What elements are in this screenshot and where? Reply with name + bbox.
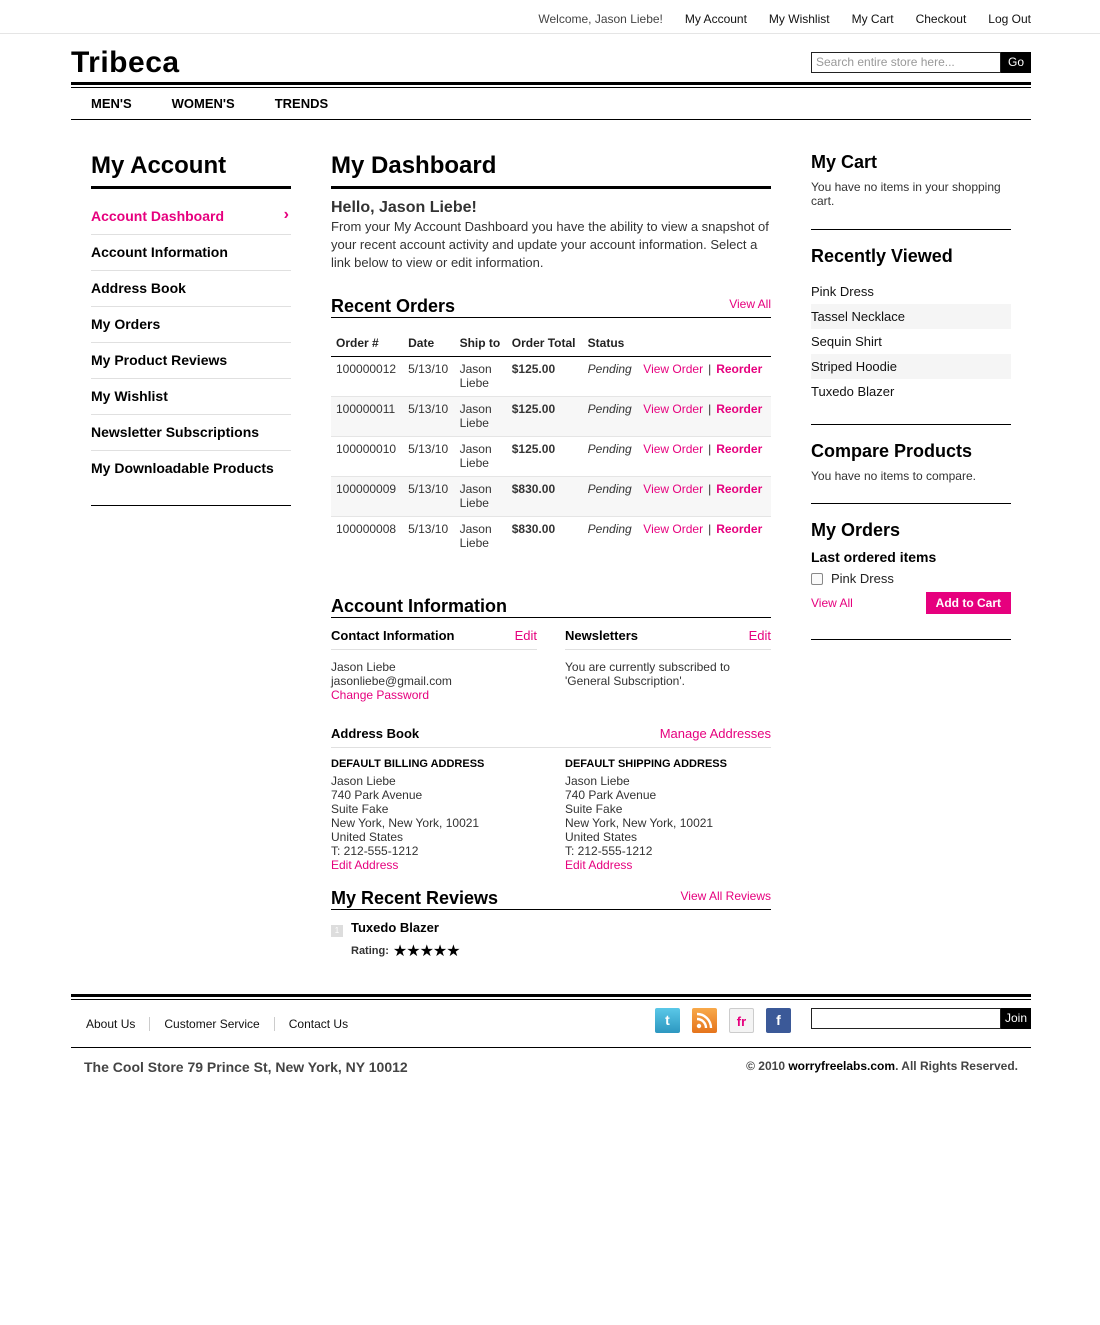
recent-orders-header — [331, 294, 771, 318]
dashboard-intro: From your My Account Dashboard you have the ability to view a snapshot of your recent account activity and update your account information. Select a link below to view or edit information. — [331, 219, 769, 270]
order-total: $125.00 — [507, 397, 583, 437]
shipping-address-lines — [565, 774, 771, 872]
social-icons — [655, 1008, 791, 1033]
join-button[interactable]: Join — [1001, 1008, 1031, 1029]
edit-newsletters-link[interactable]: Edit — [748, 628, 771, 643]
my-orders-actions — [811, 592, 1011, 639]
sidebar-item-label: Account Information — [91, 244, 228, 260]
address-line: T: 212-555-1212 — [565, 844, 653, 858]
store-address: The Cool Store 79 Prince St, New York, NY 10012 — [84, 1059, 408, 1075]
view-all-orders-link[interactable]: View All — [729, 297, 771, 311]
address-row — [331, 748, 771, 872]
recently-viewed-item[interactable]: Tuxedo Blazer — [811, 384, 895, 399]
newsletters-title: Newsletters — [565, 628, 638, 643]
reorder-link[interactable]: Reorder — [716, 522, 763, 536]
address-book-header — [331, 716, 771, 748]
mini-cart-block — [811, 152, 1011, 230]
reorder-link[interactable]: Reorder — [716, 362, 763, 376]
sidebar-item-label: Account Dashboard — [91, 208, 225, 224]
compare-products-title: Compare Products — [811, 441, 973, 461]
top-link-checkout[interactable]: Checkout — [915, 12, 967, 26]
table-header-row — [331, 328, 771, 357]
top-link-my-wishlist[interactable]: My Wishlist — [768, 12, 830, 26]
edit-shipping-address-link[interactable]: Edit Address — [565, 858, 633, 872]
recent-reviews-title: My Recent Reviews — [331, 888, 499, 908]
nav-trends[interactable]: TRENDS — [274, 96, 329, 111]
last-ordered-item — [811, 571, 1011, 586]
account-nav — [91, 199, 291, 487]
top-link-my-cart[interactable]: My Cart — [851, 12, 894, 26]
order-actions — [638, 477, 771, 517]
recently-viewed-block — [811, 246, 1011, 425]
table-row — [331, 437, 771, 477]
nav-divider — [71, 119, 1031, 120]
view-all-reviews-link[interactable]: View All Reviews — [680, 889, 771, 903]
order-status: Pending — [587, 522, 632, 536]
order-ship-to — [455, 357, 507, 397]
ship-to-last: Liebe — [459, 456, 489, 470]
sidebar-item-label: My Orders — [91, 316, 161, 332]
view-order-link[interactable]: View Order — [643, 522, 704, 536]
address-line: T: 212-555-1212 — [331, 844, 419, 858]
reorder-link[interactable]: Reorder — [716, 482, 763, 496]
address-line: New York, New York, 10021 — [331, 816, 480, 830]
hello-message: Hello, Jason Liebe! — [331, 199, 477, 216]
my-orders-block — [811, 520, 1011, 640]
address-line: 740 Park Avenue — [565, 788, 657, 802]
star-rating-icon: ★★★★★ — [392, 943, 460, 960]
right-sidebar — [811, 152, 1011, 640]
copyright — [746, 1059, 1018, 1073]
search-go-button[interactable]: Go — [1001, 52, 1031, 73]
review-rating — [351, 941, 771, 961]
sidebar-divider — [91, 505, 291, 506]
site-footer — [71, 994, 1031, 1075]
action-separator: | — [708, 402, 712, 416]
last-ordered-item-name[interactable]: Pink Dress — [831, 571, 894, 586]
order-actions — [638, 517, 771, 557]
view-order-link[interactable]: View Order — [643, 362, 704, 376]
newsletter-input[interactable] — [811, 1008, 1001, 1029]
footer-links — [86, 1017, 362, 1031]
footer-link-customer-service[interactable]: Customer Service — [149, 1017, 273, 1031]
col-order-total: Order Total — [507, 328, 583, 357]
newsletters-header — [565, 618, 771, 650]
search-form — [811, 52, 1031, 73]
order-total: $830.00 — [507, 477, 583, 517]
footer-link-contact-us[interactable]: Contact Us — [274, 1017, 362, 1031]
shipping-address-box — [565, 748, 771, 872]
order-ship-to — [455, 437, 507, 477]
twitter-icon[interactable]: t — [655, 1008, 680, 1033]
sidebar-item-address-book[interactable] — [91, 271, 291, 307]
recently-viewed-item[interactable]: Pink Dress — [811, 284, 874, 299]
order-number: 100000011 — [331, 397, 403, 437]
recently-viewed-item[interactable]: Sequin Shirt — [811, 334, 882, 349]
view-order-link[interactable]: View Order — [643, 402, 704, 416]
col-order-number: Order # — [331, 328, 403, 357]
contact-information-body — [331, 650, 537, 702]
footer-bottom-divider — [71, 1047, 1031, 1048]
reorder-link[interactable]: Reorder — [716, 402, 763, 416]
order-status: Pending — [583, 357, 639, 397]
ship-to-first: Jason — [459, 362, 492, 376]
order-status: Pending — [583, 397, 639, 437]
account-information-header — [331, 594, 771, 618]
compare-products-text: You have no items to compare. — [811, 469, 976, 483]
ship-to-last: Liebe — [459, 536, 489, 550]
footer-divider — [71, 994, 1031, 997]
store-logo[interactable]: Tribeca — [71, 46, 180, 79]
rss-icon[interactable] — [692, 1008, 717, 1033]
action-separator: | — [708, 442, 712, 456]
table-row — [331, 477, 771, 517]
flickr-icon[interactable]: fr — [729, 1008, 754, 1033]
order-date: 5/13/10 — [408, 522, 449, 536]
billing-address-box — [331, 748, 537, 872]
action-separator: | — [708, 482, 712, 496]
view-order-link[interactable]: View Order — [643, 482, 704, 496]
contact-email: jasonliebe@gmail.com — [331, 674, 452, 688]
sidebar-item-account-dashboard[interactable] — [91, 199, 291, 235]
contact-information-header — [331, 618, 537, 650]
nav-womens[interactable]: WOMEN'S — [171, 96, 235, 111]
page-title: My Dashboard — [331, 152, 771, 189]
sidebar-item-account-information[interactable] — [91, 235, 291, 271]
order-ship-to — [455, 517, 507, 557]
change-password-link[interactable]: Change Password — [331, 688, 430, 702]
add-to-cart-button[interactable]: Add to Cart — [926, 592, 1011, 614]
address-book-title: Address Book — [331, 726, 420, 741]
recently-viewed-list — [811, 279, 1011, 404]
footer-divider-thin — [71, 999, 1031, 1000]
last-ordered-title: Last ordered items — [811, 549, 937, 565]
edit-billing-address-link[interactable]: Edit Address — [331, 858, 399, 872]
sidebar-title: My Account — [91, 152, 291, 189]
address-line: United States — [331, 830, 404, 844]
sidebar-item-my-wishlist[interactable] — [91, 379, 291, 415]
view-all-ordered-link[interactable]: View All — [811, 596, 853, 610]
col-status: Status — [583, 328, 771, 357]
review-number: 1 — [331, 925, 343, 937]
order-status: Pending — [583, 477, 639, 517]
recently-viewed-item[interactable]: Tassel Necklace — [811, 304, 1011, 329]
sidebar-item-my-product-reviews[interactable] — [91, 343, 291, 379]
recent-orders-table — [331, 328, 771, 556]
reorder-link[interactable]: Reorder — [716, 442, 763, 456]
search-input[interactable]: Search entire store here... — [811, 52, 1001, 73]
copyright-prefix: © 2010 — [746, 1059, 785, 1073]
contact-newsletter-row — [331, 618, 771, 702]
sidebar-item-label: My Product Reviews — [91, 352, 228, 368]
order-number: 100000010 — [331, 437, 403, 477]
top-link-log-out[interactable]: Log Out — [988, 12, 1031, 26]
table-row — [331, 397, 771, 437]
orders-body — [331, 357, 771, 557]
contact-name: Jason Liebe — [331, 660, 396, 674]
view-order-link[interactable]: View Order — [643, 442, 704, 456]
ship-to-first: Jason — [459, 442, 492, 456]
top-bar — [0, 0, 1100, 34]
order-ship-to — [455, 477, 507, 517]
table-row — [331, 517, 771, 557]
table-row — [331, 357, 771, 397]
address-line: 740 Park Avenue — [331, 788, 423, 802]
dashboard-main — [331, 152, 771, 961]
sidebar-item-my-downloadable-products[interactable] — [91, 451, 291, 487]
review-item — [331, 920, 771, 961]
top-links — [538, 12, 1031, 26]
recent-orders-title: Recent Orders — [331, 296, 456, 316]
top-link-my-account[interactable]: My Account — [684, 12, 747, 26]
recently-viewed-item[interactable]: Striped Hoodie — [811, 354, 1011, 379]
site-header — [71, 34, 1031, 120]
newsletters-box — [565, 618, 771, 702]
billing-address-lines — [331, 774, 537, 872]
order-number: 100000012 — [331, 357, 403, 397]
edit-contact-link[interactable]: Edit — [514, 628, 537, 643]
sidebar-item-label: Newsletter Subscriptions — [91, 424, 260, 440]
order-total: $125.00 — [507, 357, 583, 397]
account-information-title: Account Information — [331, 596, 507, 616]
ship-to-first: Jason — [459, 522, 492, 536]
item-checkbox[interactable] — [811, 573, 823, 585]
facebook-icon[interactable]: f — [766, 1008, 791, 1033]
ship-to-last: Liebe — [459, 376, 489, 390]
address-line: Jason Liebe — [565, 774, 630, 788]
col-date: Date — [403, 328, 454, 357]
recently-viewed-title: Recently Viewed — [811, 246, 953, 266]
compare-products-block — [811, 441, 1011, 504]
sidebar-item-my-orders[interactable] — [91, 307, 291, 343]
ship-to-last: Liebe — [459, 496, 489, 510]
mini-cart-text: You have no items in your shopping cart. — [811, 180, 1001, 208]
nav-mens[interactable]: MEN'S — [91, 96, 132, 111]
order-total: $830.00 — [511, 522, 556, 536]
address-line: United States — [565, 830, 638, 844]
order-date: 5/13/10 — [403, 437, 454, 477]
col-ship-to: Ship to — [455, 328, 507, 357]
order-actions — [638, 357, 771, 397]
address-line: Suite Fake — [331, 802, 389, 816]
newsletters-text: You are currently subscribed to 'General Subscription'. — [565, 660, 730, 688]
my-orders-title: My Orders — [811, 520, 901, 540]
action-separator: | — [708, 522, 712, 536]
contact-information-title: Contact Information — [331, 628, 455, 643]
main-nav — [91, 96, 328, 111]
sidebar-item-label: My Wishlist — [91, 388, 168, 404]
copyright-site-link[interactable]: worryfreelabs.com — [788, 1059, 896, 1073]
order-status: Pending — [583, 437, 639, 477]
header-divider-thin — [71, 87, 1031, 88]
newsletter-form — [811, 1008, 1031, 1029]
order-number: 100000009 — [331, 477, 403, 517]
recent-reviews-header — [331, 886, 771, 910]
rating-label: Rating: — [351, 945, 389, 957]
ship-to-first: Jason — [459, 402, 492, 416]
order-total: $125.00 — [507, 437, 583, 477]
shipping-address-title: DEFAULT SHIPPING ADDRESS — [565, 758, 727, 770]
order-date: 5/13/10 — [403, 477, 454, 517]
billing-address-title: DEFAULT BILLING ADDRESS — [331, 758, 485, 770]
contact-information-box — [331, 618, 537, 702]
sidebar-item-newsletter-subscriptions[interactable] — [91, 415, 291, 451]
address-line: Suite Fake — [565, 802, 623, 816]
action-separator: | — [708, 362, 712, 376]
account-sidebar — [91, 152, 291, 506]
chevron-right-icon: › — [283, 206, 289, 223]
address-line: New York, New York, 10021 — [565, 816, 714, 830]
order-date: 5/13/10 — [403, 357, 454, 397]
order-date: 5/13/10 — [403, 397, 454, 437]
sidebar-item-label: My Downloadable Products — [91, 460, 274, 476]
ship-to-first: Jason — [459, 482, 492, 496]
manage-addresses-link[interactable]: Manage Addresses — [659, 726, 771, 741]
address-line: Jason Liebe — [331, 774, 396, 788]
mini-cart-title[interactable]: My Cart — [811, 152, 878, 172]
order-ship-to — [455, 397, 507, 437]
order-actions — [638, 397, 771, 437]
welcome-message: Welcome, Jason Liebe! — [538, 12, 663, 26]
review-product-name[interactable]: Tuxedo Blazer — [351, 920, 439, 935]
header-divider — [71, 82, 1031, 85]
order-actions — [638, 437, 771, 477]
order-number: 100000008 — [336, 522, 397, 536]
sidebar-item-label: Address Book — [91, 280, 186, 296]
copyright-suffix: . All Rights Reserved. — [895, 1059, 1018, 1073]
footer-link-about-us[interactable]: About Us — [86, 1017, 136, 1031]
ship-to-last: Liebe — [459, 416, 489, 430]
